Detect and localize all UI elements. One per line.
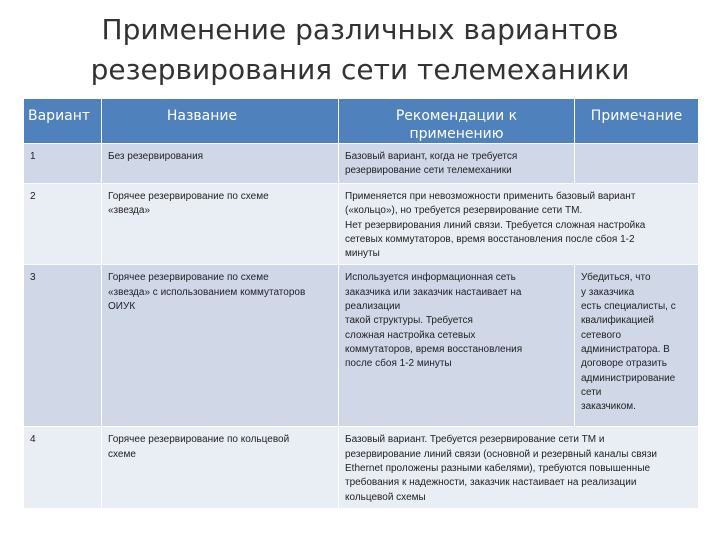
cell-recommendation: Базовый вариант. Требуется резервирование сети ТМ и резервирование линий связи (основной и резервный каналы связи Ethernet проложены разными кабелями), требуются повышенные требования к надежности, заказчик настаивает на реализации кольцевой схемы (339, 427, 699, 509)
table-row (24, 265, 699, 427)
header-name: Название (102, 99, 339, 144)
cell-variant: 4 (24, 427, 102, 509)
header-variant: Вариант (24, 99, 102, 144)
slide-title (0, 10, 720, 90)
cell-recommendation: Применяется при невозможности применить базовый вариант («кольцо»), но требуется резервирование сети ТМ. Нет резервирования линий связи. Требуется сложная настройка сетевых коммутаторов, время восстановления после сбоя 1-2 минуты (339, 184, 699, 265)
table-row (24, 427, 699, 509)
cell-variant: 3 (24, 265, 102, 427)
cell-variant: 2 (24, 184, 102, 265)
header-recommendations (339, 99, 575, 144)
slide-title-line-2: резервирования сети телемеханики (90, 53, 630, 86)
table-row (24, 144, 699, 184)
cell-recommendation: Используется информационная сеть заказчика или заказчик настаивает на реализации такой структуры. Требуется сложная настройка сетевых коммутаторов, время восстановления после сбоя 1-2 минуты (339, 265, 575, 427)
cell-name: Горячее резервирование по кольцевой схеме (102, 427, 339, 509)
header-note: Примечание (575, 99, 699, 144)
cell-recommendation: Базовый вариант, когда не требуется резервирование сети телемеханики (339, 144, 575, 184)
table-body (24, 144, 699, 509)
table-header-row (24, 99, 699, 144)
cell-note: Убедиться, что у заказчика есть специалисты, с квалификацией сетевого администратора. В договоре отразить администрирование сети заказчиком. (575, 265, 699, 427)
cell-name: Без резервирования (102, 144, 339, 184)
cell-variant: 1 (24, 144, 102, 184)
cell-name: Горячее резервирование по схеме «звезда» с использованием коммутаторов ОИУК (102, 265, 339, 427)
backup-variants-table (23, 98, 699, 509)
header-recommendations-text: Рекомендации к применению (395, 108, 518, 142)
cell-name: Горячее резервирование по схеме «звезда» (102, 184, 339, 265)
table-header (24, 99, 699, 144)
table-row (24, 184, 699, 265)
slide-title-line-1: Применение различных вариантов (101, 13, 619, 46)
cell-note (575, 144, 699, 184)
